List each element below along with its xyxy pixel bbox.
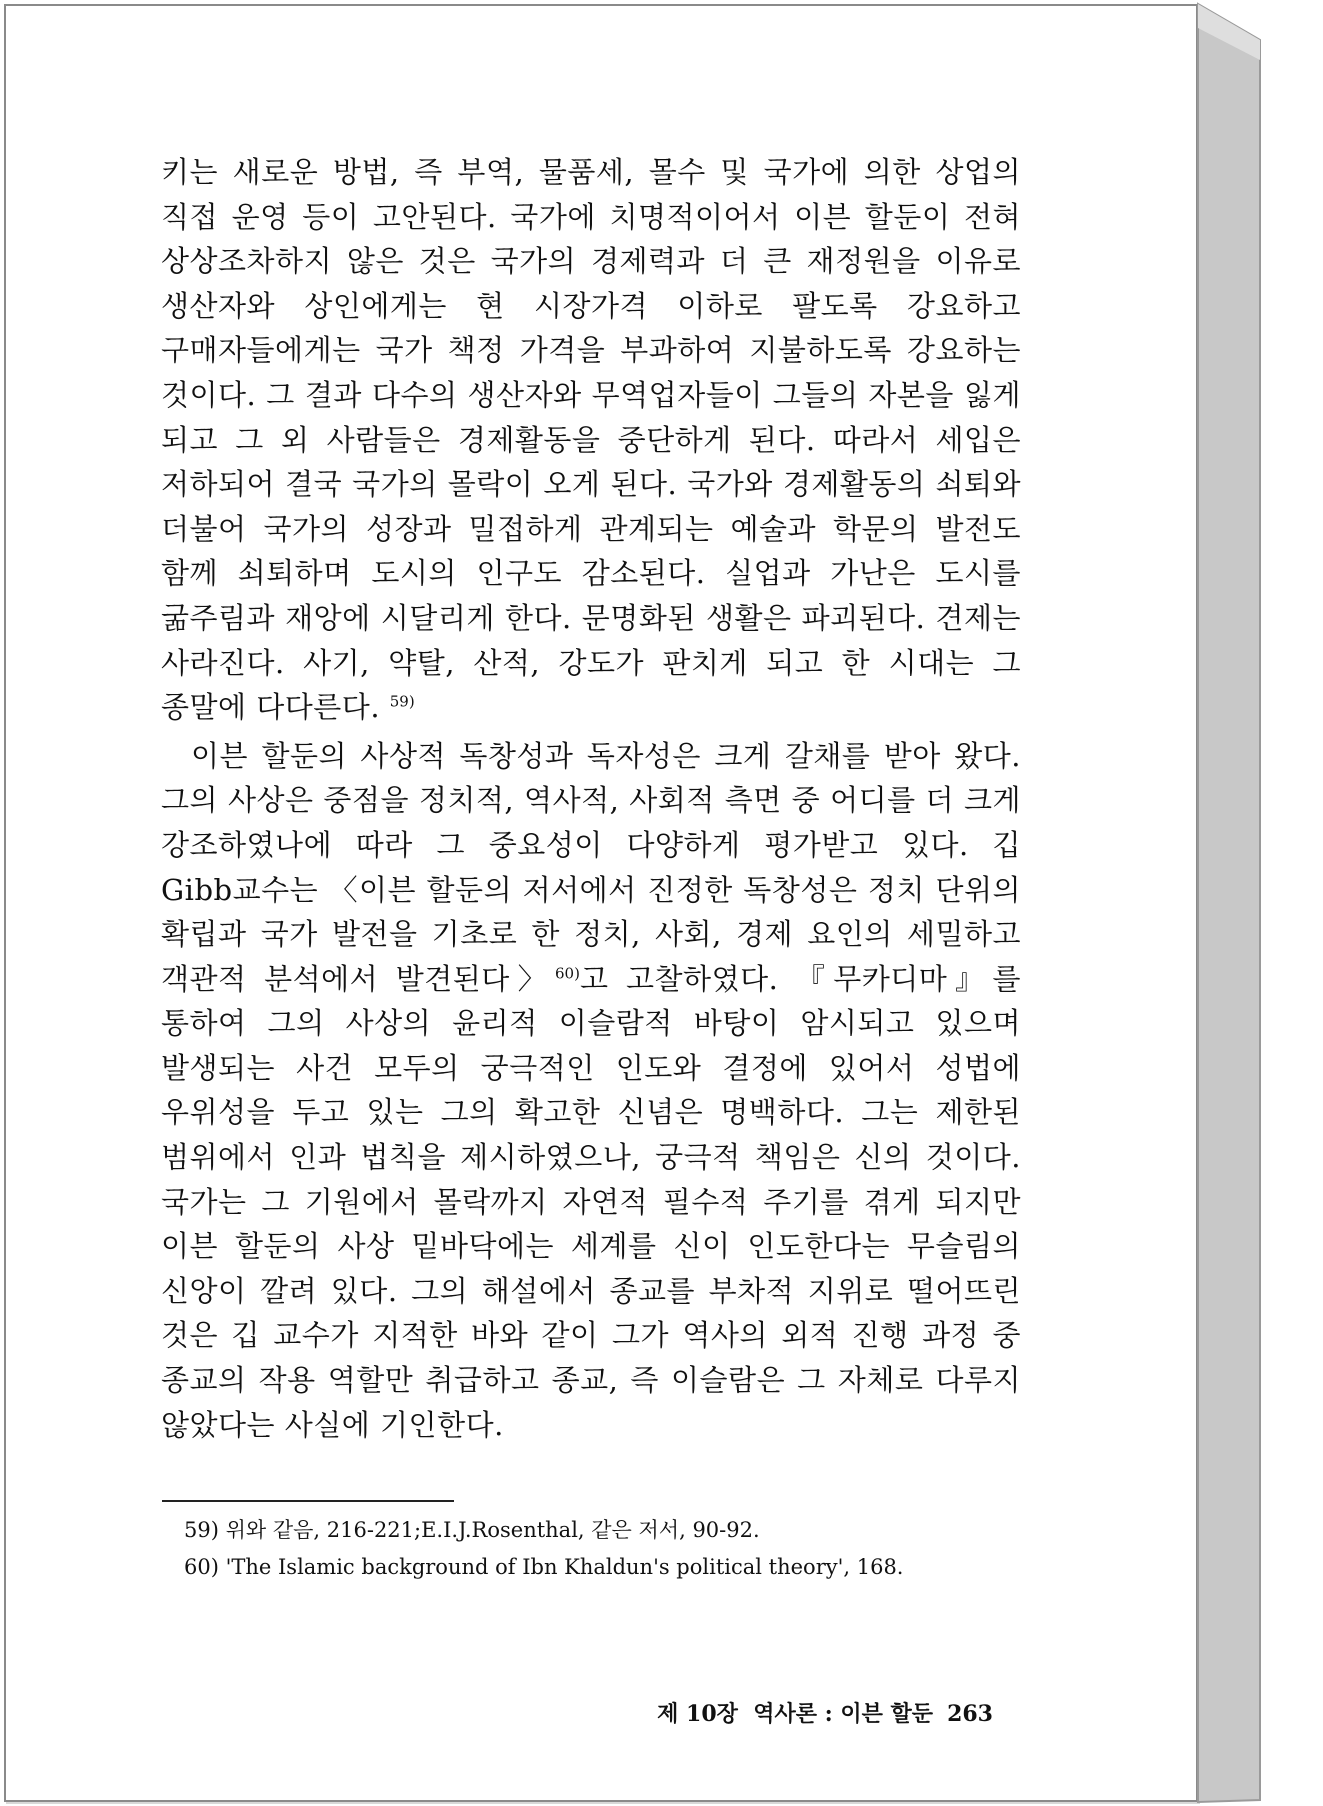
paragraph-2-text-b: 고 고찰하였다. 『무카디마』를 통하여 그의 사상의 윤리적 이슬람적 바탕이 암시되고 있으며 발생되는 사건 모두의 궁극적인 인도와 결정에 있어서 성법에 우위성을 두고 있는 그의 확고한 신념은 명백하다. 그는 제한된 범위에서 인과 법칙을 제시하였으나, 궁극적 책임은 신의 것이다. 국가는 그 기원에서 몰락까지 자연적 필수적 주기를 겪게 되지만 이븐 할둔의 사상 밑바닥에는 세계를 신이 인도한다는 무슬림의 신앙이 깔려 있다. 그의 해설에서 종교를 부차적 지위로 떨어뜨린 것은 깁 교수가 지적한 바와 같이 그가 역사의 외적 진행 과정 중 종교의 작용 역할만 취급하고 종교, 즉 이슬람은 그 자체로 다루지 않았다는 사실에 기인한다. <box>161 961 1022 1442</box>
footnotes <box>184 1512 1034 1586</box>
footnote-ref-60: 60) <box>555 964 580 983</box>
paragraph-2-text-a: 이븐 할둔의 사상적 독창성과 독자성은 크게 갈채를 받아 왔다. 그의 사상은 중점을 정치적, 역사적, 사회적 측면 중 어디를 더 크게 강조하였나에 따라 그 중요성이 다양하게 평가받고 있다. 깁 Gibb교수는 〈이븐 할둔의 저서에서 진정한 독창성은 정치 단위의 확립과 국가 발전을 기초로 한 정치, 사회, 경제 요인의 세밀하고 객관적 분석에서 발견된다〉 <box>161 738 1021 996</box>
paragraph-2 <box>161 734 1021 1448</box>
footnote-59: 59) 위와 같음, 216-221;E.I.J.Rosenthal, 같은 저서, 90-92. <box>184 1518 760 1542</box>
chapter-title: 제 10장 역사론 : 이븐 할둔 <box>657 1701 934 1727</box>
footnote-divider <box>162 1500 454 1502</box>
footnote-ref-59: 59) <box>389 692 415 711</box>
paragraph-1 <box>161 150 1021 730</box>
paragraph-1-text: 키는 새로운 방법, 즉 부역, 물품세, 몰수 및 국가에 의한 상업의 직접 운영 등이 고안된다. 국가에 치명적이어서 이븐 할둔이 전혀 상상조차하지 않은 것은 국가의 경제력과 더 큰 재정원을 이유로 생산자와 상인에게는 현 시장가격 이하로 팔도록 강요하고 구매자들에게는 국가 책정 가격을 부과하여 지불하도록 강요하는 것이다. 그 결과 다수의 생산자와 무역업자들이 그들의 자본을 잃게 되고 그 외 사람들은 경제활동을 중단하게 된다. 따라서 세입은 저하되어 결국 국가의 몰락이 오게 된다. 국가와 경제활동의 쇠퇴와 더불어 국가의 성장과 밀접하게 관계되는 예술과 학문의 발전도 함께 쇠퇴하며 도시의 인구도 감소된다. 실업과 가난은 도시를 굶주림과 재앙에 시달리게 한다. 문명화된 생활은 파괴된다. 견제는 사라진다. 사기, 약탈, 산적, 강도가 판치게 되고 한 시대는 그 종말에 다다른다. <box>161 155 1021 725</box>
page-number: 263 <box>947 1701 993 1727</box>
body-text <box>161 150 1021 1447</box>
footnote-60: 60) 'The Islamic background of Ibn Khaldun's political theory', 168. <box>184 1555 904 1579</box>
running-footer <box>657 1697 993 1728</box>
